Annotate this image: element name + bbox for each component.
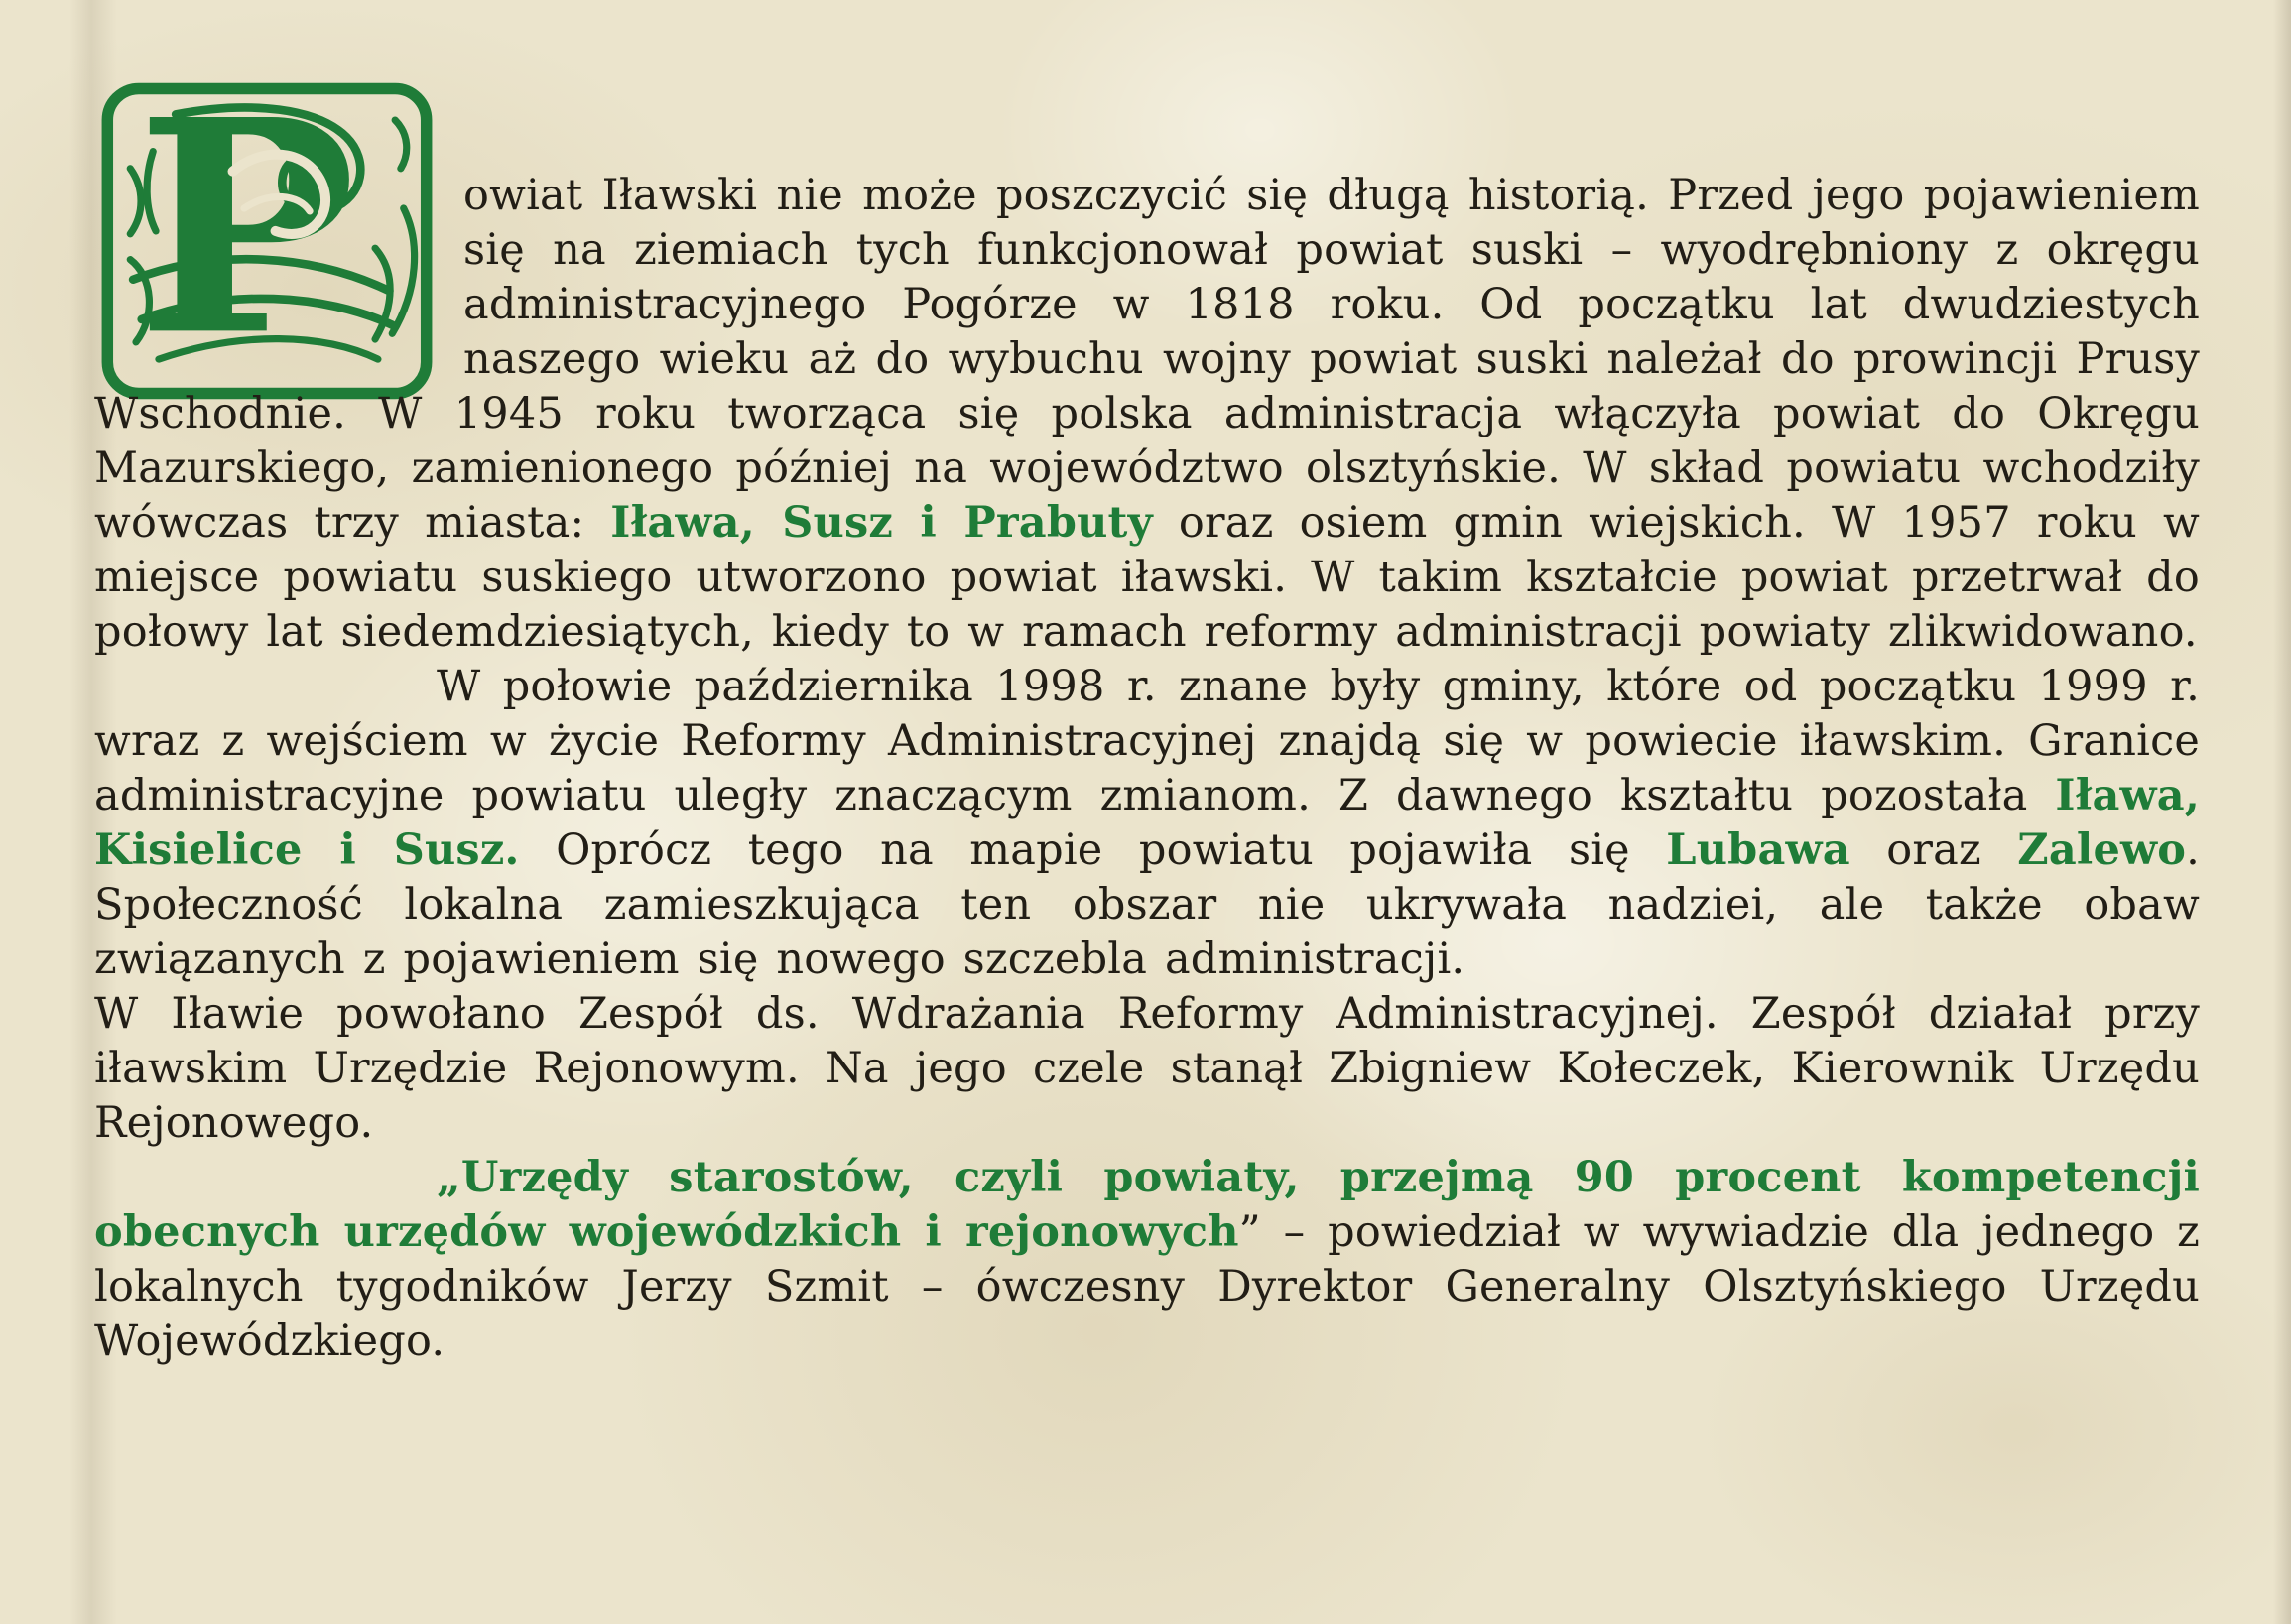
body-text: W połowie października 1998 r. znane były gminy, które od początku 1999 r. wraz z wejściem w życie Reformy Administracyjnej znajdą się w powiecie iławskim. Granice administracyjne powiatu uległy znaczącym zmianom. Z dawnego kształtu pozostała	[94, 662, 2200, 820]
drop-cap-p-icon	[94, 77, 440, 405]
body-text: W Iławie powołano Zespół ds. Wdrażania Reformy Administracyjnej. Zespół działał przy iławskim Urzędzie Rejonowym. Na jego czele stanął Zbigniew Kołeczek, Kierownik Urzędu Rejonowego.	[94, 989, 2200, 1148]
body-text: ” – powiedział w wywiadzie dla jednego z lokalnych tygodników Jerzy Szmit – ówczesny Dyrektor Generalny Olsztyńskiego Urzędu Wojewódzkiego.	[94, 1207, 2200, 1366]
highlight-zalewo: Zalewo	[2017, 825, 2187, 875]
highlight-remaining-towns: Iława, Kisielice i Susz.	[94, 771, 2200, 875]
text-block	[94, 77, 2200, 1369]
highlight-lubawa: Lubawa	[1666, 825, 1850, 875]
paragraph-reform-1998	[94, 660, 2200, 987]
highlight-towns-1957: Iława, Susz i Prabuty	[610, 498, 1153, 548]
drop-cap-letter: P	[136, 77, 357, 401]
paragraph-quote	[94, 1151, 2200, 1369]
quote-green-text: „Urzędy starostów, czyli powiaty, przejmą 90 procent kompetencji obecnych urzędów wojewódzkich i rejonowych	[94, 1153, 2200, 1257]
drop-cap	[94, 77, 440, 405]
body-text: oraz osiem gmin wiejskich. W 1957 roku w miejsce powiatu suskiego utworzono powiat iławski. W takim kształcie powiat przetrwał do połowy lat siedemdziesiątych, kiedy to w ramach reformy administracji powiaty zlikwidowano.	[94, 498, 2200, 657]
body-text: Oprócz tego na mapie powiatu pojawiła się	[519, 825, 1667, 875]
body-text: oraz	[1849, 825, 2018, 875]
paragraph-zespol	[94, 987, 2200, 1151]
body-text: . Społeczność lokalna zamieszkująca ten obszar nie ukrywała nadziei, ale także obaw związanych z pojawieniem się nowego szczebla administracji.	[94, 825, 2200, 984]
body-text: owiat Iławski nie może poszczycić się długą historią. Przed jego pojawieniem się na ziemiach tych funkcjonował powiat suski – wyodrębniony z okręgu administracyjnego Pogórze w 1818 roku. Od początku lat dwudziestych naszego wieku aż do wybuchu wojny powiat suski należał do prowincji Prusy Wschodnie. W 1945 roku tworząca się polska administracja włączyła powiat do Okręgu Mazurskiego, zamienionego później na województwo olsztyńskie. W skład powiatu wchodziły wówczas trzy miasta:	[94, 171, 2200, 548]
paragraph-history	[94, 77, 2200, 660]
